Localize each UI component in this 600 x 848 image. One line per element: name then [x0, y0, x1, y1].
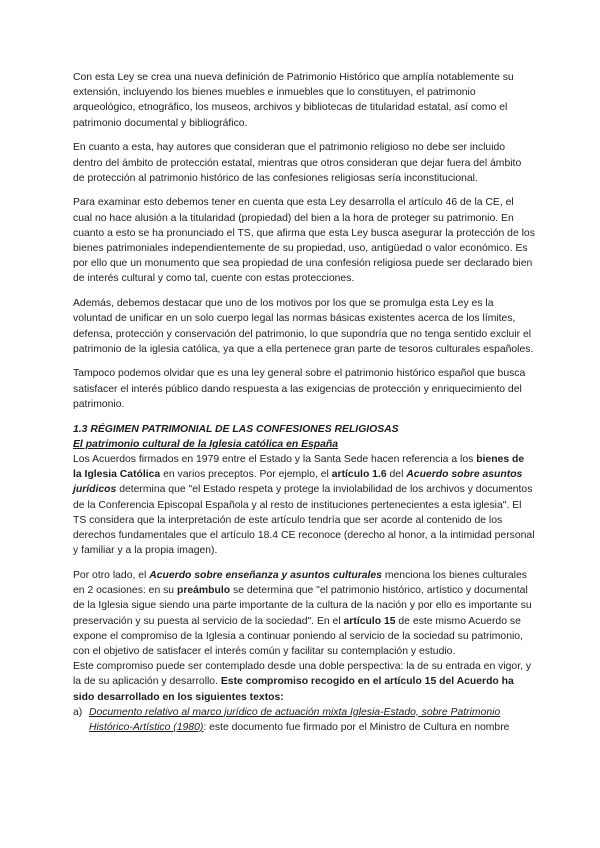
paragraph-3: Para examinar esto debemos tener en cuenta que esta Ley desarrolla el artículo 46 de la CE, el cual no hace alusión a la titularidad (propiedad) del bien a la hora de proteger su patrimonio. En cuanto a esto se ha pronunciado el TS, que afirma que esta Ley busca asegurar la protección de los bienes patrimoniales independientemente de su propiedad, uso, antigüedad o valor económico. Es por ello que un monumento que sea propiedad de una confesión religiosa puede ser declarado bien de interés cultural y como tal, cuente con estas protecciones.: [73, 197, 535, 285]
paragraph-5: Tampoco podemos olvidar que es una ley general sobre el patrimonio histórico español que busca satisfacer el interés público dando respuesta a las exigencias de protección y enriquecimiento del patrimonio.: [73, 368, 526, 410]
document-title: Documento relativo al marco jurídico de actuación mixta Iglesia-Estado, sobre Patrimonio Histórico-Artístico (1980): [89, 706, 501, 733]
list-item-a: [73, 705, 535, 735]
paragraph-1: Con esta Ley se crea una nueva definición de Patrimonio Histórico que amplía notablemente su extensión, incluyendo los bienes muebles e inmuebles que lo constituyen, el patrimonio arqueológico, etnográfico, los museos, archivos y bibliotecas de titularidad estatal, así como el patrimonio documental y bibliográfico.: [73, 72, 514, 129]
paragraph-4: Además, debemos destacar que uno de los motivos por los que se promulga esta Ley es la voluntad de unificar en un solo cuerpo legal las normas básicas existentes acerca de los límites, defensa, protección y conservación del patrimonio, lo que supondría que no tenga sentido excluir el patrimonio de la iglesia católica, ya que a ella pertenece gran parte de tesoros culturales españoles.: [73, 298, 534, 355]
text-run: del: [386, 469, 407, 481]
text-run: Este compromiso puede ser contemplado desde una doble perspectiva: la de su entrada en vigor, y la de su aplicación y desarrollo.: [73, 661, 532, 688]
text-run: en varios preceptos. Por ejemplo, el: [160, 469, 332, 481]
list-marker: a): [73, 706, 83, 718]
text-run: de este mismo Acuerdo se expone el compromiso de la Iglesia a continuar poniendo al servicio de la sociedad su patrimonio, con el objetivo de satisfacer el interés común y facilitar su contemplación y estudio.: [73, 615, 523, 657]
text-run: : este documento fue firmado por el Ministro de Cultura en nombre: [203, 721, 510, 733]
list-item-text: [89, 705, 535, 735]
bold-italic-run: Acuerdo sobre enseñanza y asuntos culturales: [149, 569, 382, 581]
document-page: [73, 70, 535, 735]
text-run: Los Acuerdos firmados en 1979 entre el Estado y la Santa Sede hacen referencia a los: [73, 453, 477, 465]
text-run: se determina que "el patrimonio histórico, artístico y documental de la Iglesia sigue siendo una parte importante de la cultura de la nación y por ello es importante su preservación y su puesta al servicio de la sociedad". En el: [73, 585, 532, 627]
bold-run: artículo 1.6: [331, 469, 387, 481]
paragraph-7: [73, 568, 535, 659]
bold-run: bienes de la Iglesia Católica: [73, 453, 525, 481]
section-heading: 1.3 RÉGIMEN PATRIMONIAL DE LAS CONFESIONES RELIGIOSAS: [73, 423, 399, 435]
bold-run: preámbulo: [176, 585, 231, 597]
bold-run: artículo 15: [343, 615, 396, 627]
text-run: determina que "el Estado respeta y protege la inviolabilidad de los archivos y documentos de la Conferencia Episcopal Española y al resto de instituciones pertenecientes a esta iglesia". El TS considera que la interpretación de este artículo tendría que ser acorde al contenido de los derechos fundamentales que el artículo 18.4 CE reconoce (derecho al honor, a la intimidad personal y familiar y a la propia imagen).: [73, 484, 535, 557]
text-run: Por otro lado, el: [73, 569, 150, 581]
paragraph-6: [73, 452, 535, 558]
text-run: menciona los bienes culturales en 2 ocasiones: en su: [73, 569, 527, 597]
paragraph-8: [73, 659, 535, 705]
bold-run: Este compromiso recogido en el artículo 15 del Acuerdo ha sido desarrollado en los siguientes textos:: [73, 676, 514, 703]
bold-italic-run: Acuerdo sobre asuntos jurídicos: [73, 469, 523, 496]
section-subheading: El patrimonio cultural de la Iglesia católica en España: [73, 438, 339, 450]
paragraph-2: En cuanto a esta, hay autores que consideran que el patrimonio religioso no debe ser incluido dentro del ámbito de protección estatal, mientras que otros consideran que dejar fuera del ámbito de protección al patrimonio histórico de las confesiones religiosas sería inconstitucional.: [73, 142, 522, 184]
